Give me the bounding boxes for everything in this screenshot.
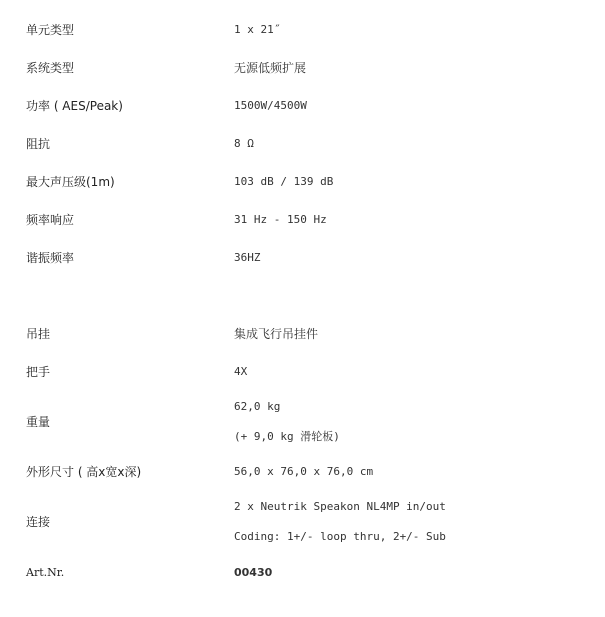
- spec-value: 31 Hz - 150 Hz: [234, 213, 327, 226]
- spec-value: 1500W/4500W: [234, 99, 307, 112]
- spec-value: 4X: [234, 365, 248, 378]
- spec-label: 单元类型: [26, 23, 75, 37]
- spec-label: 频率响应: [26, 213, 75, 227]
- spec-value-secondary: (+ 9,0 kg 滑轮板): [234, 430, 340, 443]
- spec-label: 谐振频率: [26, 251, 75, 265]
- spec-value: 无源低频扩展: [234, 61, 307, 75]
- spec-value: 36HZ: [234, 251, 261, 264]
- spec-label: 系统类型: [26, 61, 75, 75]
- spec-label: 阻抗: [26, 137, 51, 151]
- spec-value-secondary: Coding: 1+/- loop thru, 2+/- Sub: [234, 530, 446, 543]
- spec-label: 连接: [26, 515, 51, 529]
- spec-label: 重量: [26, 415, 51, 429]
- spec-value: 集成飞行吊挂件: [234, 327, 319, 341]
- spec-label: 把手: [26, 365, 51, 379]
- spec-value-primary: 62,0 kg: [234, 400, 281, 413]
- spec-value: 56,0 x 76,0 x 76,0 cm: [234, 465, 374, 478]
- spec-value: 1 x 21˝: [234, 23, 281, 36]
- spec-value: 00430: [234, 566, 273, 579]
- spec-label: 功率 ( AES/Peak): [26, 99, 123, 113]
- spec-value: 103 dB / 139 dB: [234, 175, 334, 188]
- spec-value: 8 Ω: [234, 137, 254, 150]
- spec-label: 吊挂: [26, 327, 51, 341]
- spec-label: Art.Nr.: [26, 566, 65, 579]
- spec-value-primary: 2 x Neutrik Speakon NL4MP in/out: [234, 500, 446, 513]
- spec-label: 外形尺寸 ( 高x宽x深): [26, 465, 142, 479]
- spec-label: 最大声压级(1m): [26, 175, 115, 189]
